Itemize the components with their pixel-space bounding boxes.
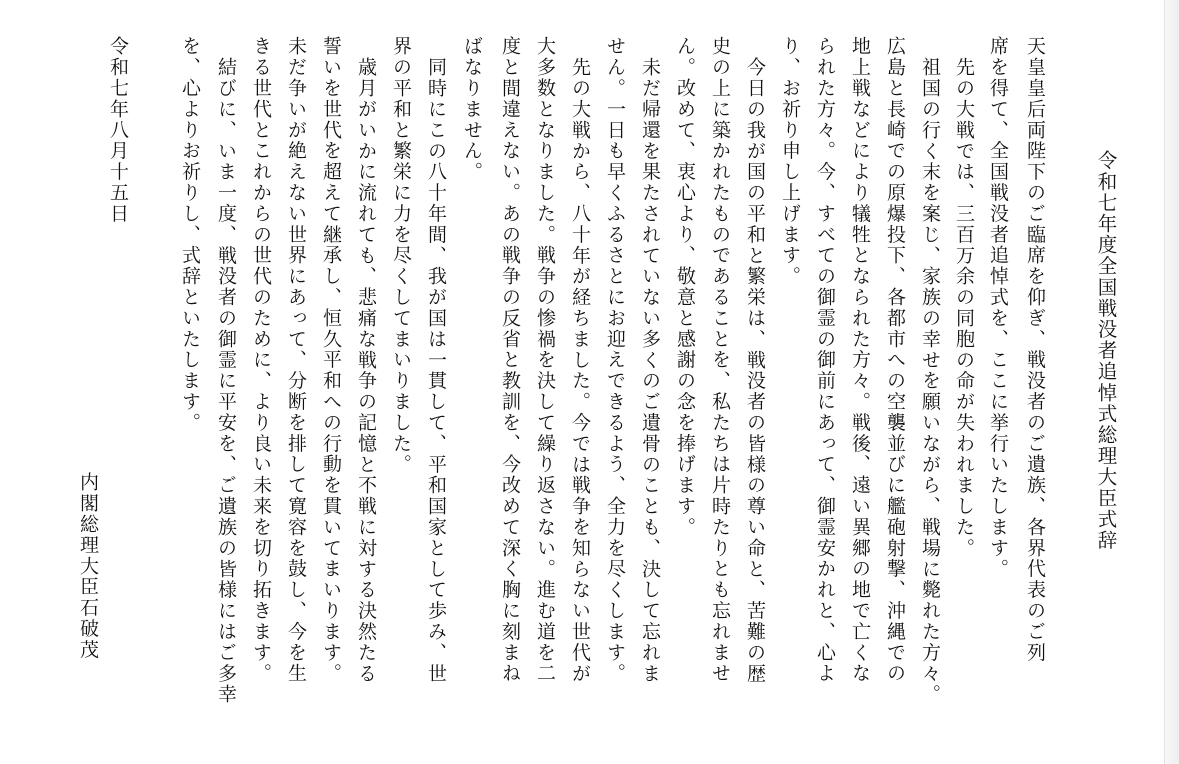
body-line: られた方々。今、すべての御霊の御前にあって、御霊安かれと、心よ <box>814 36 836 684</box>
body-line: 祖国の行く末を案じ、家族の幸せを願いながら、戦場に斃れた方々。 <box>919 57 941 705</box>
signatory-surname: 石破 <box>77 597 99 640</box>
body-line: 天皇皇后両陛下のご臨席を仰ぎ、戦没者のご遺族、各界代表のご列 <box>1024 36 1046 663</box>
body-line: きる世代とこれからの世代のために、より良い未来を切り拓きます。 <box>250 36 272 684</box>
page-edge <box>1164 0 1179 764</box>
page-title: 令和七年度全国戦没者追悼式総理大臣式辞 <box>1094 150 1118 551</box>
body-line: せん。一日も早くふるさとにお迎えできるよう、全力を尽くします。 <box>604 36 626 684</box>
body-line: 大多数となりました。戦争の惨禍を決して繰り返さない。進む道を二 <box>534 36 556 684</box>
body-line: 未だ帰還を果たされていない多くのご遺骨のことも、決して忘れま <box>639 57 661 684</box>
body-line: 同時にこの八十年間、我が国は一貫して、平和国家として歩み、世 <box>425 57 447 684</box>
body-line: 界の平和と繁栄に力を尽くしてまいりました。 <box>390 36 412 475</box>
body-line: ばなりません。 <box>461 36 483 183</box>
body-line: 先の大戦では、三百万余の同胞の命が失われました。 <box>953 57 975 559</box>
speech-date: 令和七年八月十五日 <box>107 36 129 225</box>
body-line: 地上戦などにより犠牲となられた方々。戦後、遠い異郷の地で亡くな <box>849 36 871 684</box>
signature-block <box>72 472 104 660</box>
body-line: 史の上に築かれたものであることを、私たちは片時たりとも忘れませ <box>709 36 731 684</box>
body-line: 未だ争いが絶えない世界にあって、分断を排して寛容を鼓し、今を生 <box>285 36 307 684</box>
body-line: 度と間違えない。あの戦争の反省と教訓を、今改めて深く胸に刻まね <box>499 36 521 684</box>
signatory-title: 内閣総理大臣 <box>77 472 99 598</box>
body-line: 歳月がいかに流れても、悲痛な戦争の記憶と不戦に対する決然たる <box>355 57 377 684</box>
signatory-given-name: 茂 <box>77 639 99 661</box>
body-line: を、心よりお祈りし、式辞といたします。 <box>179 36 201 434</box>
body-line: 今日の我が国の平和と繁栄は、戦没者の皆様の尊い命と、苦難の歴 <box>744 57 766 684</box>
body-line: 先の大戦から、八十年が経ちました。今では戦争を知らない世代が <box>569 57 591 684</box>
body-line: ん。改めて、衷心より、敬意と感謝の念を捧げます。 <box>674 36 696 538</box>
body-line: 誓いを世代を超えて継承し、恒久平和への行動を貫いてまいります。 <box>320 36 342 684</box>
body-line: 広島と長崎での原爆投下、各都市への空襲並びに艦砲射撃、沖縄での <box>884 36 906 684</box>
body-line: 結びに、いま一度、戦没者の御霊に平安を、ご遺族の皆様にはご多幸 <box>215 57 237 705</box>
body-line: 席を得て、全国戦没者追悼式を、ここに挙行いたします。 <box>987 36 1009 580</box>
body-line: り、お祈り申し上げます。 <box>779 36 801 287</box>
